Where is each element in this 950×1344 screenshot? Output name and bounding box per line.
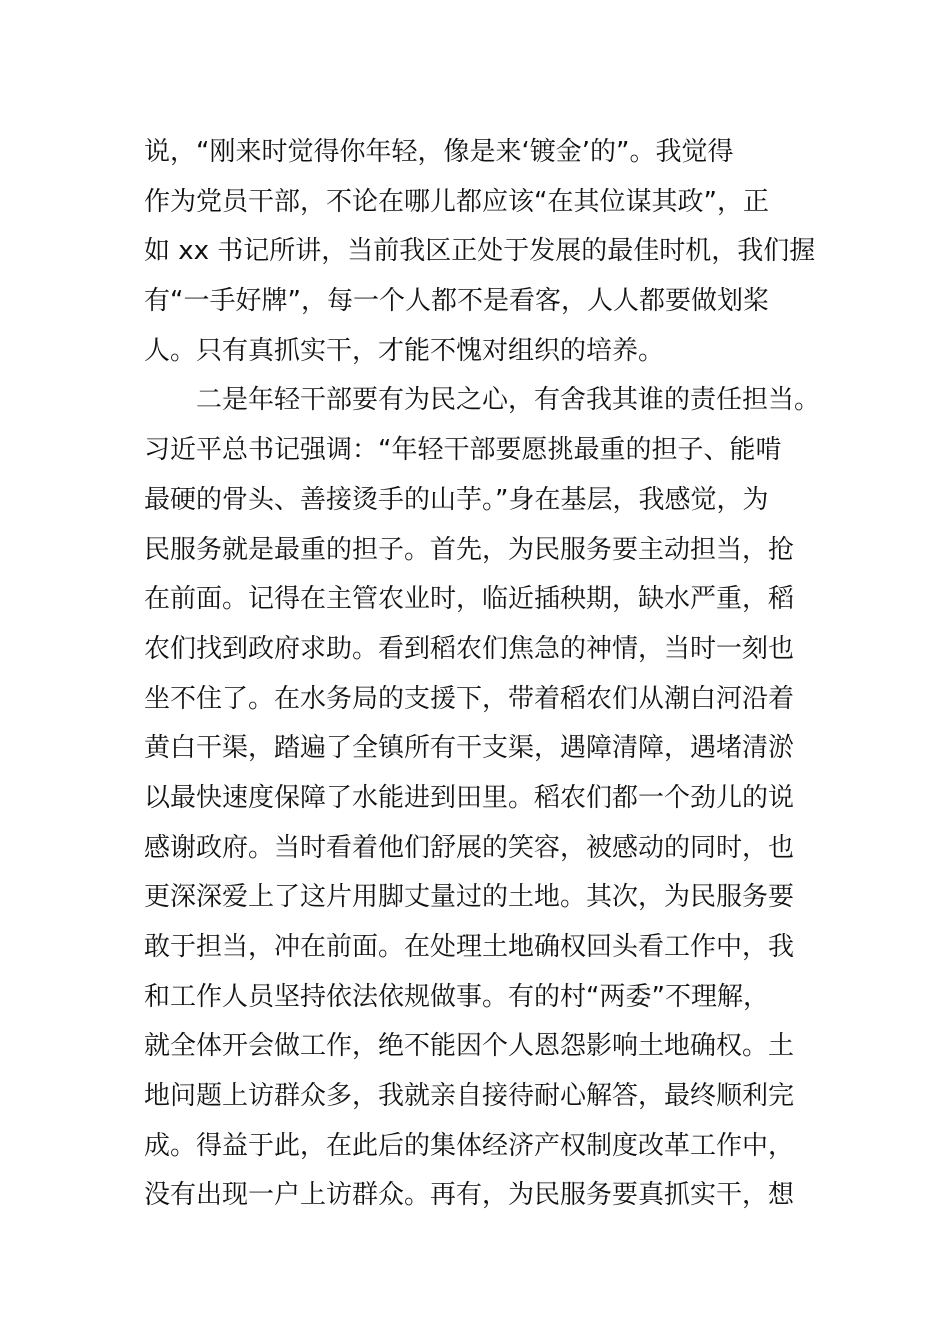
text-line: 坐不住了。在水务局的支援下，带着稻农们从潮白河沿着 <box>144 683 795 714</box>
text-line: 更深深爱上了这片用脚丈量过的土地。其次，为民服务要 <box>144 882 795 913</box>
text-line: 成。得益于此，在此后的集体经济产权制度改革工作中， <box>144 1130 795 1161</box>
text-line: 以最快速度保障了水能进到田里。稻农们都一个劲儿的说 <box>144 782 795 813</box>
text-line: 如 xx 书记所讲，当前我区正处于发展的最佳时机，我们握 <box>144 236 816 267</box>
text-line: 黄白干渠，踏遍了全镇所有干支渠，遇障清障，遇堵清淤 <box>144 733 795 764</box>
text-line: 农们找到政府求助。看到稻农们焦急的神情，当时一刻也 <box>144 633 795 664</box>
text-line: 没有出现一户上访群众。再有，为民服务要真抓实干，想 <box>144 1180 795 1211</box>
text-line: 作为党员干部，不论在哪儿都应该“在其位谋其政”，正 <box>144 186 769 217</box>
text-line: 和工作人员坚持依法依规做事。有的村“两委”不理解， <box>144 981 769 1012</box>
text-line: 感谢政府。当时看着他们舒展的笑容，被感动的同时，也 <box>144 832 795 863</box>
text-line: 在前面。记得在主管农业时，临近插秧期，缺水严重，稻 <box>144 584 795 615</box>
paragraph-start-line: 二是年轻干部要有为民之心，有舍我其谁的责任担当。 <box>196 385 821 416</box>
text-line: 就全体开会做工作，绝不能因个人恩怨影响土地确权。土 <box>144 1031 795 1062</box>
text-line: 说，“刚来时觉得你年轻，像是来‘镀金’的”。我觉得 <box>144 137 734 167</box>
text-line: 地问题上访群众多，我就亲自接待耐心解答，最终顺利完 <box>144 1081 795 1112</box>
text-line: 习近平总书记强调：“年轻干部要愿挑最重的担子、能啃 <box>144 435 782 466</box>
text-line: 敢于担当，冲在前面。在处理土地确权回头看工作中，我 <box>144 932 795 962</box>
body-text <box>144 128 824 1221</box>
text-line: 民服务就是最重的担子。首先，为民服务要主动担当，抢 <box>144 534 795 565</box>
text-line: 人。只有真抓实干，才能不愧对组织的培养。 <box>144 335 665 366</box>
text-line: 有“一手好牌”，每一个人都不是看客，人人都要做划桨 <box>144 286 769 317</box>
text-line: 最硬的骨头、善接烫手的山芋。”身在基层，我感觉，为 <box>144 484 769 515</box>
